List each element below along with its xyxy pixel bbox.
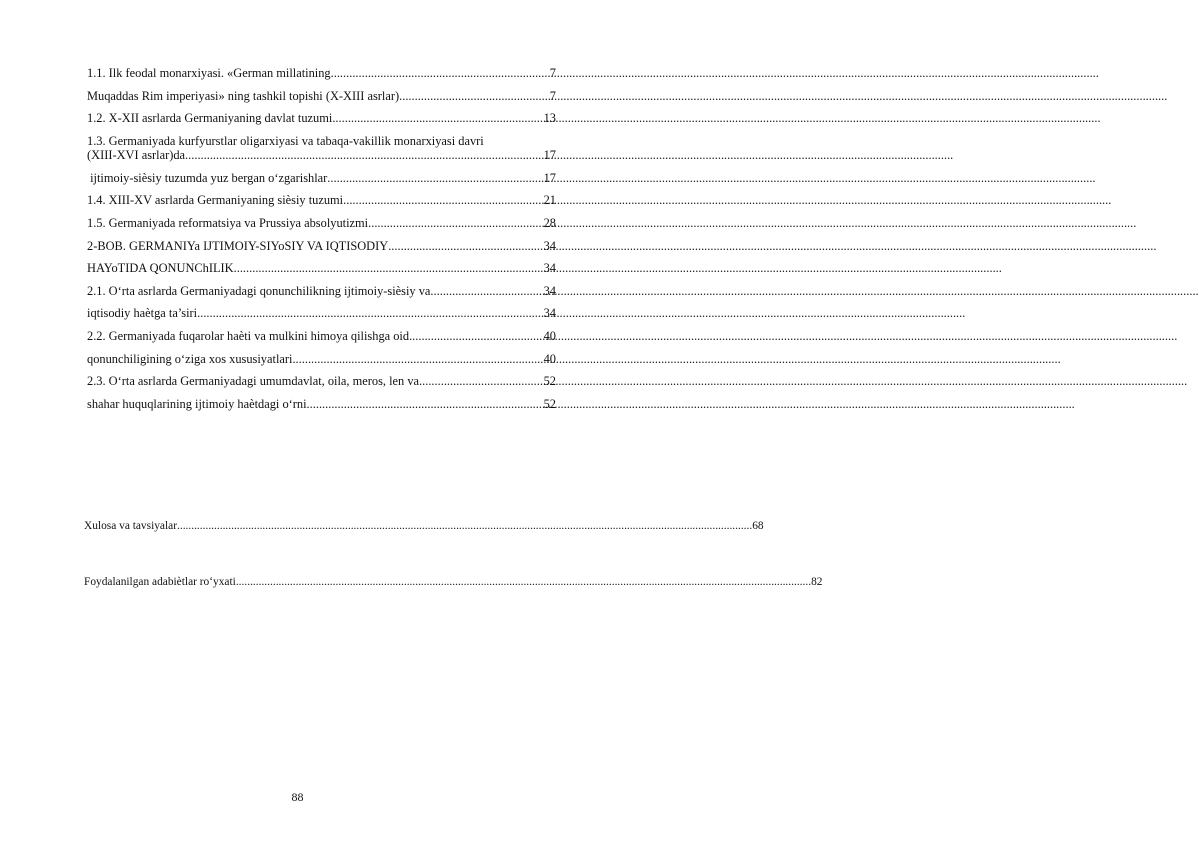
toc-entry-title: Muqaddas Rim imperiyasi» ning tashkil topishi (X-XIII asrlar) <box>87 88 400 103</box>
toc-dot-leader <box>332 111 543 125</box>
toc-page-number: 28 <box>543 215 556 230</box>
toc-entry-title: 1.4. XIII-XV asrlarda Germaniyaning siѐsiy tuzumi <box>87 193 344 208</box>
toc-entry[interactable] <box>87 352 556 366</box>
toc-dot-leader <box>197 306 543 320</box>
toc-dot-leader <box>399 89 550 103</box>
toc-dot-leader <box>236 575 811 589</box>
toc-dot-leader <box>419 374 544 388</box>
toc-dot-leader <box>430 284 543 298</box>
toc-entry[interactable] <box>87 66 556 80</box>
toc-page-number: 17 <box>543 170 556 185</box>
toc-entry-title: 1.2. X-XII asrlarda Germaniyaning davlat tuzumi <box>87 111 333 126</box>
toc-page-number: 68 <box>752 520 764 532</box>
toc-dot-leader <box>327 171 543 185</box>
toc-entry[interactable] <box>87 89 556 103</box>
toc-page-number: 34 <box>543 261 556 276</box>
toc-entry[interactable] <box>87 239 556 253</box>
toc-page-number: 17 <box>543 148 556 163</box>
toc-page-number: 7 <box>549 66 556 80</box>
toc-dot-leader <box>409 329 544 343</box>
toc-entry-title: qonunchiligining o‘ziga xos xususiyatlari <box>87 351 293 366</box>
toc-entry-references[interactable] <box>84 575 823 589</box>
toc-entry[interactable] <box>87 111 556 125</box>
toc-page-number: 21 <box>543 193 556 208</box>
toc-page-number: 52 <box>543 374 556 389</box>
toc-page-number: 13 <box>543 111 556 126</box>
page-number-footer: 88 <box>291 790 304 804</box>
toc-dot-leader <box>368 216 543 230</box>
toc-page-number: 34 <box>543 283 556 298</box>
toc-entry[interactable] <box>87 329 556 343</box>
toc-entry-title: 1.5. Germaniyada reformatsiya va Prussiya absolyutizmi <box>87 215 369 230</box>
toc-entry-title: 1.1. Ilk feodal monarxiyasi. «German millatining <box>87 66 331 80</box>
toc-entry-title: 2.2. Germaniyada fuqarolar haѐti va mulkini himoya qilishga oid <box>87 328 410 343</box>
toc-dot-leader <box>388 239 543 253</box>
toc-entry-title: 2.3. O‘rta asrlarda Germaniyadagi umumdavlat, oila, meros, len va <box>87 374 420 389</box>
toc-entry[interactable] <box>87 171 556 185</box>
toc-entry[interactable] <box>87 374 556 388</box>
toc-dot-leader <box>307 397 544 411</box>
toc-entry-title-line1: 1.3. Germaniyada kurfyurstlar oligarxiyasi va tabaqa-vakillik monarxiyasi davri <box>87 133 484 148</box>
toc-page-number: 34 <box>543 306 556 321</box>
toc-dot-leader <box>234 261 544 275</box>
toc-entry-title: HAYoTIDA QONUNChILIK <box>87 261 234 276</box>
toc-entry-title: 2.1. O‘rta asrlarda Germaniyadagi qonunchilikning ijtimoiy-siѐsiy va <box>87 283 431 298</box>
toc-page-number: 52 <box>543 396 556 411</box>
toc-dot-leader <box>343 193 543 207</box>
toc-entry-title: Foydalanilgan adabiѐtlar ro‘yxati <box>84 576 236 588</box>
toc-dot-leader <box>331 66 550 80</box>
toc-entry-title: iqtisodiy haѐtga ta’siri <box>87 306 198 321</box>
toc-entry[interactable] <box>87 261 556 275</box>
toc-page-number: 82 <box>811 576 823 588</box>
toc-page-number: 40 <box>543 351 556 366</box>
toc-entry[interactable] <box>87 193 556 207</box>
toc-entry[interactable] <box>87 134 556 163</box>
toc-page-number: 34 <box>543 238 556 253</box>
toc-entry-title: shahar huquqlarining ijtimoiy haѐtdagi o‘rni <box>87 396 307 411</box>
toc-entry[interactable] <box>87 216 556 230</box>
toc-entry[interactable] <box>87 397 556 411</box>
toc-entry-title: ijtimoiy-siѐsiy tuzumda yuz bergan o‘zgarishlar <box>87 170 328 185</box>
table-of-contents <box>87 66 556 419</box>
toc-entry-title: (XIII-XVI asrlar)da <box>87 148 186 163</box>
toc-entry[interactable] <box>87 306 556 320</box>
toc-dot-leader <box>177 519 752 533</box>
toc-dot-leader <box>292 352 543 366</box>
toc-entry[interactable] <box>87 284 556 298</box>
toc-entry-title: 2-BOB. GERMANIYa IJTIMOIY-SIYoSIY VA IQTISODIY <box>87 238 389 253</box>
toc-page-number: 7 <box>549 88 556 103</box>
toc-entry-title: Xulosa va tavsiyalar <box>84 520 177 532</box>
toc-page-number: 40 <box>543 328 556 343</box>
toc-entry-conclusions[interactable] <box>84 519 764 533</box>
toc-dot-leader <box>185 148 544 162</box>
